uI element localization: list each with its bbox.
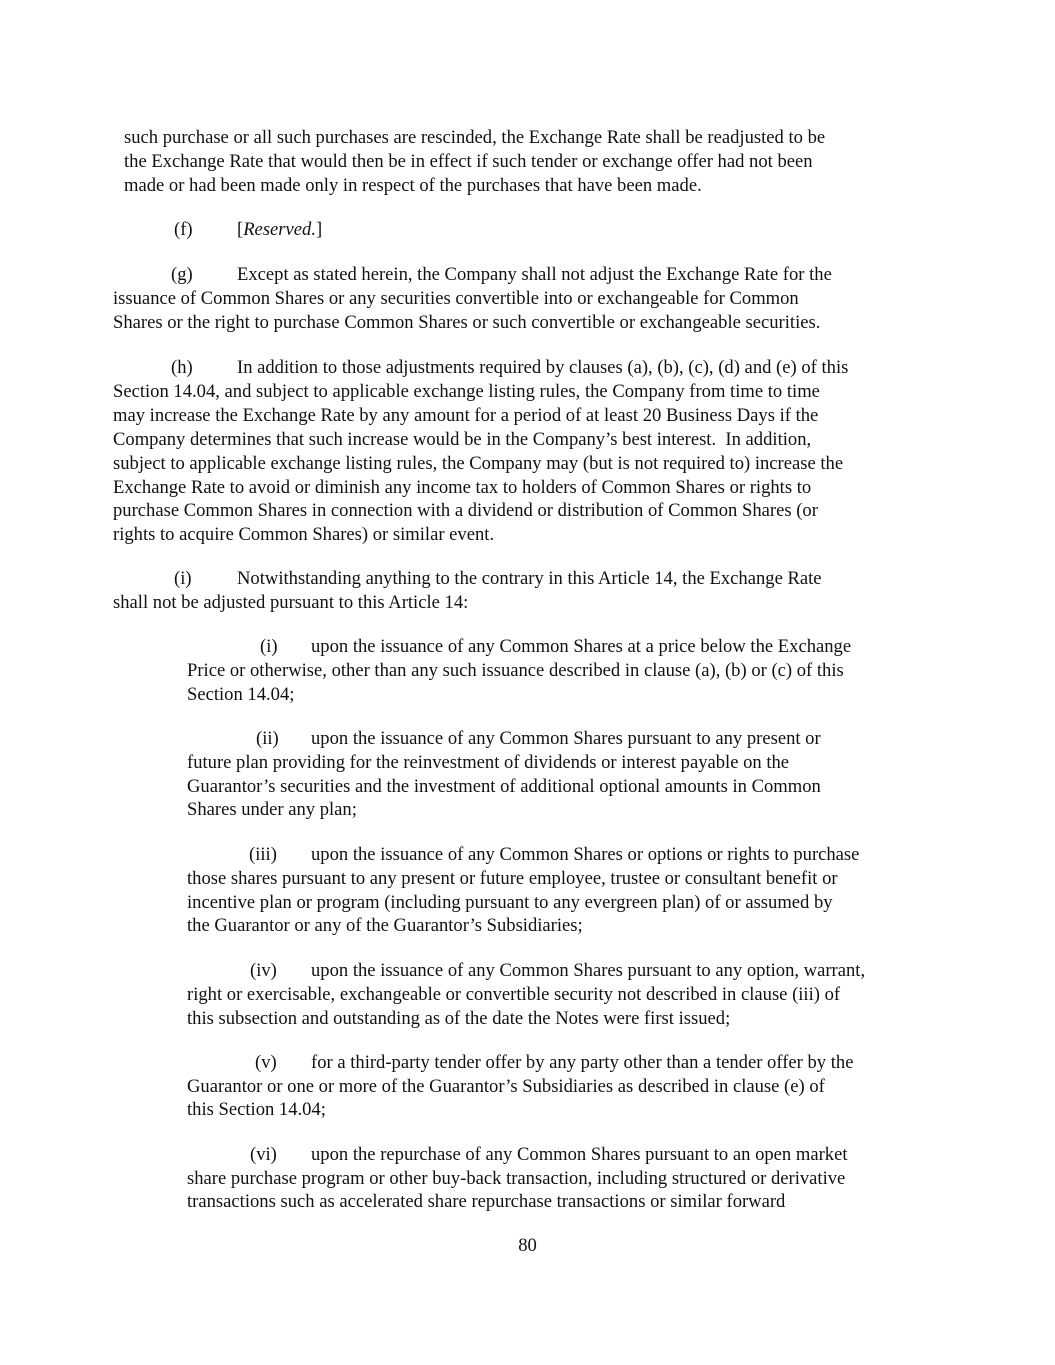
text-line: Section 14.04; xyxy=(187,684,295,705)
text-line: purchase Common Shares in connection with a dividend or distribution of Common Shares (or xyxy=(113,500,818,521)
subclause-label: (i) xyxy=(260,636,278,657)
text-line: Exchange Rate to avoid or diminish any income tax to holders of Common Shares or rights to xyxy=(113,477,812,498)
text-line: rights to acquire Common Shares) or similar event. xyxy=(113,524,495,545)
text-line: may increase the Exchange Rate by any amount for a period of at least 20 Business Days if the xyxy=(113,405,819,426)
text-line: this subsection and outstanding as of the date the Notes were first issued; xyxy=(187,1008,731,1029)
text-line: the Exchange Rate that would then be in effect if such tender or exchange offer had not been xyxy=(124,151,813,172)
text-line: made or had been made only in respect of the purchases that have been made. xyxy=(124,175,702,196)
reserved-italic: Reserved. xyxy=(243,219,316,240)
subclause-label: (ii) xyxy=(256,728,279,749)
text-line: upon the issuance of any Common Shares at a price below the Exchange xyxy=(311,636,852,657)
text-line: upon the issuance of any Common Shares or options or rights to purchase xyxy=(311,844,860,865)
text-line: Guarantor or one or more of the Guarantor’s Subsidiaries as described in clause (e) of xyxy=(187,1076,825,1097)
text-line: issuance of Common Shares or any securities convertible into or exchangeable for Common xyxy=(113,288,799,309)
text-line: Company determines that such increase would be in the Company’s best interest. In addition, xyxy=(113,429,812,450)
text-line: the Guarantor or any of the Guarantor’s Subsidiaries; xyxy=(187,915,583,936)
open-bracket: [ xyxy=(237,219,244,240)
reserved-text xyxy=(237,218,322,242)
text-line: Guarantor’s securities and the investment of additional optional amounts in Common xyxy=(187,776,821,797)
text-line: incentive plan or program (including pursuant to any evergreen plan) of or assumed by xyxy=(187,892,833,913)
clause-label: (h) xyxy=(171,357,193,378)
subclause-label: (vi) xyxy=(250,1144,277,1165)
subclause-label: (iv) xyxy=(250,960,277,981)
text-line: Except as stated herein, the Company shall not adjust the Exchange Rate for the xyxy=(237,264,832,285)
text-line: Price or otherwise, other than any such issuance described in clause (a), (b) or (c) of this xyxy=(187,660,844,681)
clause-label: (i) xyxy=(174,568,192,589)
text-line: transactions such as accelerated share repurchase transactions or similar forward xyxy=(187,1191,786,1212)
text-line: right or exercisable, exchangeable or convertible security not described in clause (iii) of xyxy=(187,984,841,1005)
text-line: upon the issuance of any Common Shares pursuant to any present or xyxy=(311,728,821,749)
text-line: those shares pursuant to any present or future employee, trustee or consultant benefit or xyxy=(187,868,838,889)
text-line: In addition to those adjustments required by clauses (a), (b), (c), (d) and (e) of this xyxy=(237,357,849,378)
text-line: Notwithstanding anything to the contrary in this Article 14, the Exchange Rate xyxy=(237,568,822,589)
clause-label: (f) xyxy=(174,219,193,240)
subclause-label: (iii) xyxy=(249,844,277,865)
text-line: Shares under any plan; xyxy=(187,799,357,820)
text-line: Section 14.04, and subject to applicable exchange listing rules, the Company from time to time xyxy=(113,381,820,402)
text-line: share purchase program or other buy-back transaction, including structured or derivative xyxy=(187,1168,846,1189)
clause-label: (g) xyxy=(171,264,193,285)
text-line: such purchase or all such purchases are rescinded, the Exchange Rate shall be readjusted to be xyxy=(124,127,826,148)
text-line: upon the issuance of any Common Shares pursuant to any option, warrant, xyxy=(311,960,866,981)
text-line: subject to applicable exchange listing rules, the Company may (but is not required to) increase the xyxy=(113,453,844,474)
subclause-label: (v) xyxy=(255,1052,277,1073)
text-line: this Section 14.04; xyxy=(187,1099,326,1120)
close-bracket: ] xyxy=(316,219,323,240)
text-line: for a third-party tender offer by any party other than a tender offer by the xyxy=(311,1052,854,1073)
text-line: shall not be adjusted pursuant to this Article 14: xyxy=(113,592,469,613)
page-number: 80 xyxy=(518,1235,537,1256)
text-line: future plan providing for the reinvestment of dividends or interest payable on the xyxy=(187,752,790,773)
text-line: upon the repurchase of any Common Shares pursuant to an open market xyxy=(311,1144,848,1165)
text-line: Shares or the right to purchase Common Shares or such convertible or exchangeable securities. xyxy=(113,312,821,333)
